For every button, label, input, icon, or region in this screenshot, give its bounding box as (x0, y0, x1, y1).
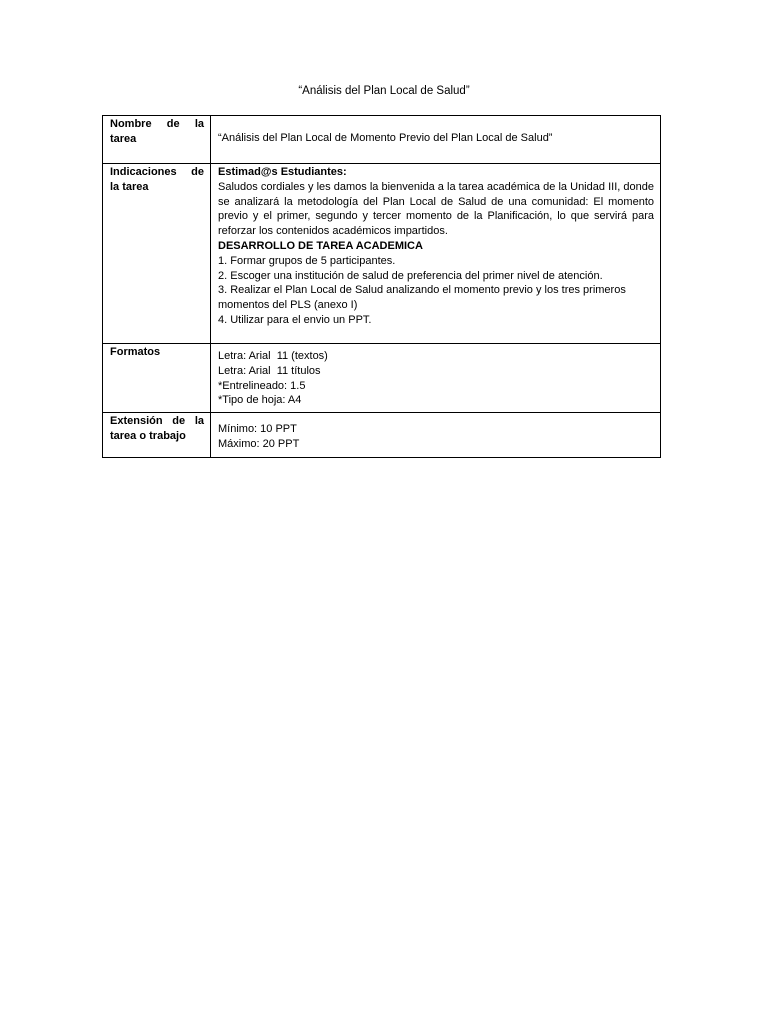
nombre-cell (211, 116, 661, 164)
table-row-nombre (103, 116, 661, 164)
step-item: 4. Utilizar para el envio un PPT. (218, 313, 372, 326)
extension-line: Mínimo: 10 PPT (218, 423, 297, 435)
greeting: Estimad@s Estudiantes: (218, 166, 347, 178)
format-line: *Entrelineado: 1.5 (218, 379, 306, 392)
indicaciones-cell (211, 164, 661, 344)
table-row-formatos (103, 344, 661, 413)
task-table (102, 115, 661, 458)
page-title: “Análisis del Plan Local de Salud” (298, 85, 470, 97)
step-item: 2. Escoger una institución de salud de preferencia del primer nivel de atención. (218, 269, 603, 282)
intro-paragraph: Saludos cordiales y les damos la bienvenida a la tarea académica de la Unidad III, donde se analizará la metodología del Plan Local de Salud de una comunidad: El momento previo y el primer, segundo y tercer momento de la Planificación, lo que servirá para reforzar los contenidos académicos impartidos. (218, 180, 654, 238)
extension-label: Extensión de la tarea o trabajo (103, 413, 211, 458)
step-item: 1. Formar grupos de 5 participantes. (218, 254, 396, 267)
nombre-value: “Análisis del Plan Local de Momento Previo del Plan Local de Salud” (218, 132, 553, 144)
indicaciones-label: Indicaciones de la tarea (103, 164, 211, 344)
format-line: Letra: Arial 11 (textos) (218, 350, 328, 362)
table-row-indicaciones (103, 164, 661, 344)
extension-line: Máximo: 20 PPT (218, 437, 300, 450)
formatos-cell (211, 344, 661, 413)
nombre-label: Nombre de la tarea (103, 116, 211, 164)
formatos-label: Formatos (103, 344, 211, 413)
step-item: 3. Realizar el Plan Local de Salud analizando el momento previo y los tres primeros momentos del PLS (anexo I) (218, 284, 626, 312)
table-row-extension (103, 413, 661, 458)
format-line: *Tipo de hoja: A4 (218, 394, 302, 407)
format-line: Letra: Arial 11 títulos (218, 364, 321, 377)
development-heading: DESARROLLO DE TAREA ACADEMICA (218, 239, 423, 252)
extension-cell (211, 413, 661, 458)
